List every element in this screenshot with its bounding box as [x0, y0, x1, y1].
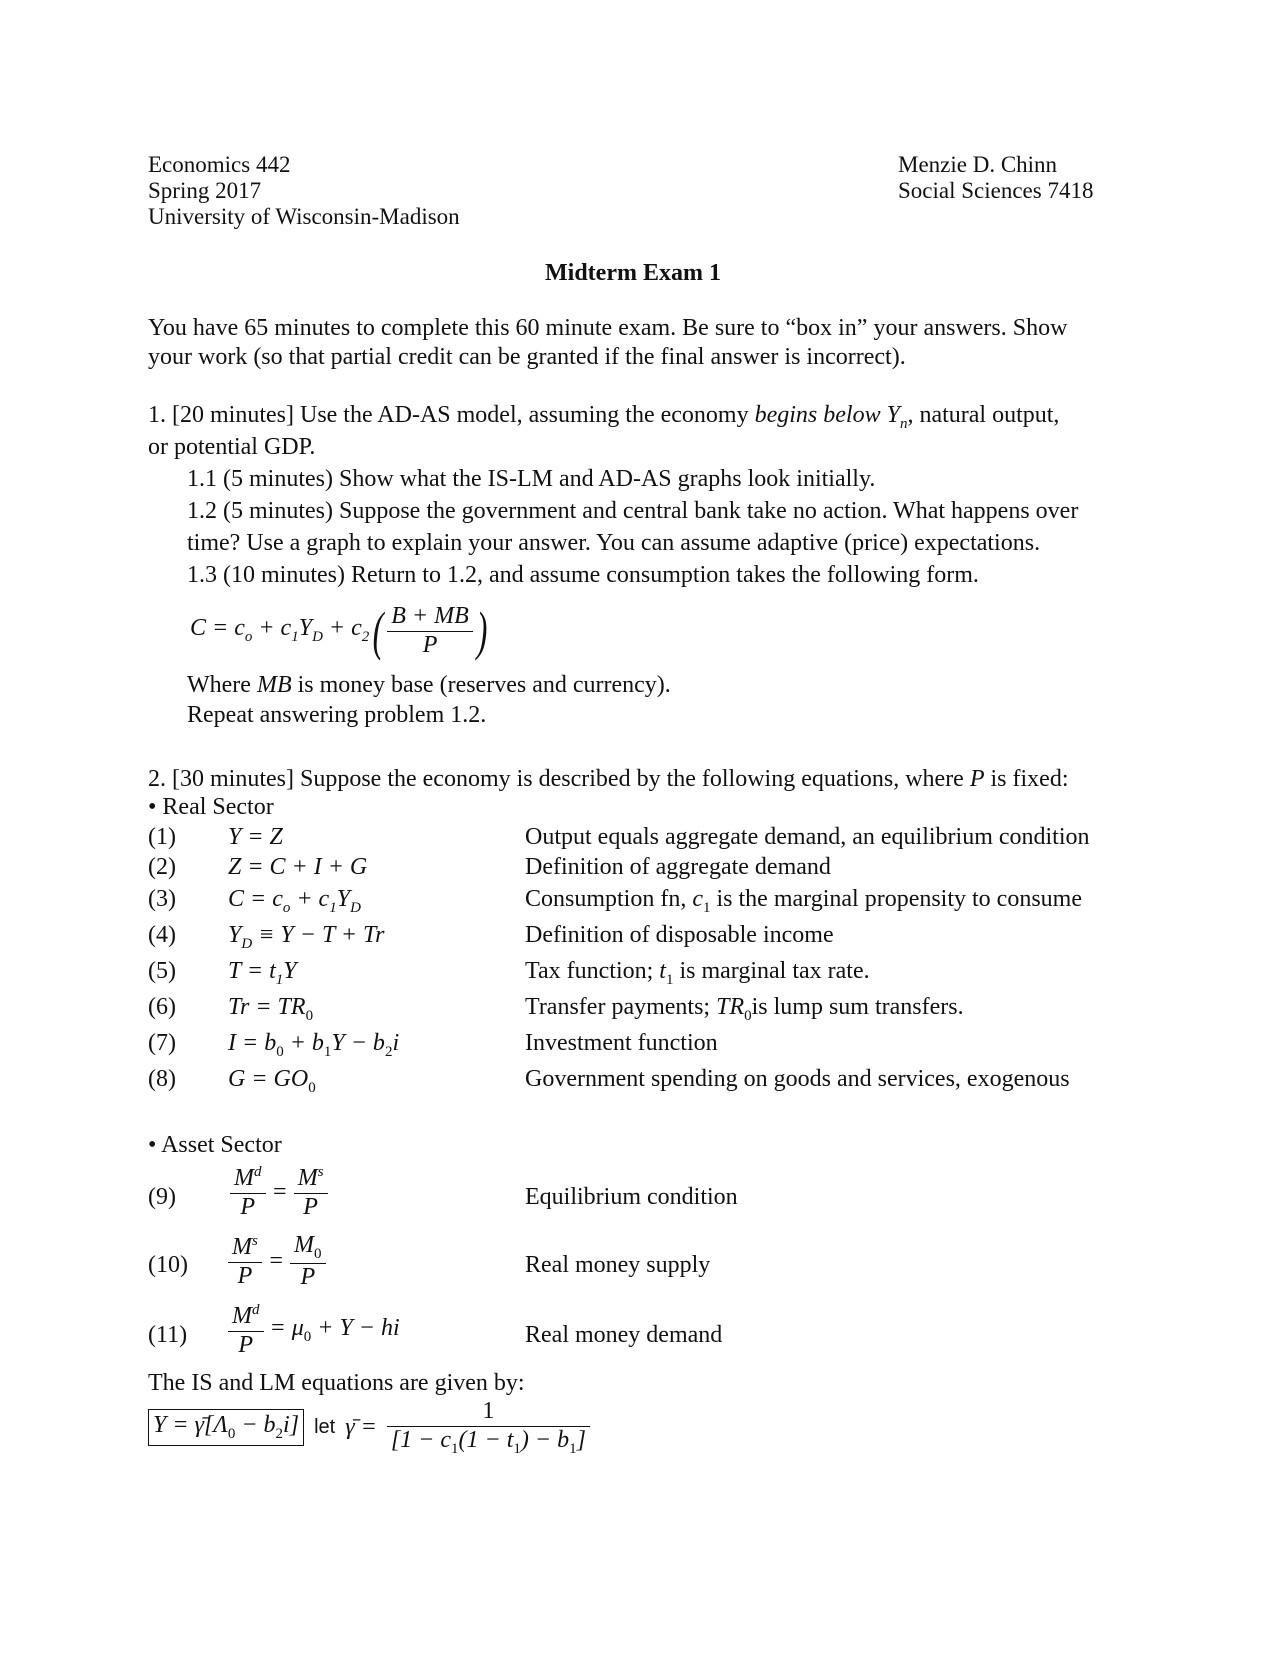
eq-desc-3a: Consumption fn, — [525, 886, 693, 912]
eq-number-8: (8) — [148, 1066, 176, 1092]
q1-line-1 — [148, 402, 1059, 433]
q1-line-2: or potential GDP. — [148, 434, 316, 460]
is-equation-boxed: $Y = \gammā[\Lambda_0 - b_2i]$ — [148, 1409, 304, 1446]
eq-number-5: (5) — [148, 958, 176, 984]
q2-intro-b: is fixed: — [984, 766, 1069, 792]
eq-desc-7: Investment function — [525, 1030, 718, 1056]
islm-intro: The IS and LM equations are given by: — [148, 1370, 525, 1396]
university: University of Wisconsin-Madison — [148, 204, 460, 229]
eq-number-11: (11) — [148, 1322, 188, 1348]
eq-desc-2: Definition of aggregate demand — [525, 854, 831, 880]
equation-5: $T = t_1Y$ — [228, 958, 297, 988]
q2-intro-a: 2. [30 minutes] Suppose the economy is described by the following equations, where — [148, 766, 970, 792]
term: Spring 2017 — [148, 178, 262, 203]
q1-text-a: 1. [20 minutes] Use the AD-AS model, assuming the economy — [148, 402, 755, 428]
equation-9: $\frac{M^d}{P}$ = $\frac{M^s}{P}$ — [230, 1164, 328, 1221]
q1-text-b: , natural output, — [907, 402, 1060, 428]
equation-7: $I = b_0 + b_1Y - b_2i$ — [228, 1030, 400, 1060]
eq-desc-8: Government spending on goods and services, exogenous — [525, 1066, 1070, 1092]
where-b: is money base (reserves and currency). — [291, 672, 671, 698]
course-name: Economics 442 — [148, 152, 291, 177]
eq-desc-6b: is lump sum transfers. — [751, 994, 964, 1020]
eq-desc-11: Real money demand — [525, 1322, 723, 1348]
eq-desc-3b: is the marginal propensity to consume — [710, 886, 1082, 912]
q1-emphasis-sub: n — [899, 415, 908, 432]
equation-6: $Tr = TR_0$ — [228, 994, 314, 1024]
page-title: Midterm Exam 1 — [545, 260, 721, 286]
eq-number-9: (9) — [148, 1184, 176, 1210]
equation-8: $G = GO_0$ — [228, 1066, 316, 1096]
office: Social Sciences 7418 — [898, 178, 1094, 203]
eq-desc-6a: Transfer payments; — [525, 994, 717, 1020]
eq-desc-5b: is marginal tax rate. — [673, 958, 870, 984]
eq-desc-9: Equilibrium condition — [525, 1184, 738, 1210]
eq-desc-3: Consumption fn, $c_1$ is the marginal propensity to consume — [525, 886, 1082, 916]
equation-2: Z = C + I + G — [228, 854, 368, 880]
is-equation-row: $Y = \gammā[\Lambda_0 - b_2i]$ let γ̄ = $\frac{1}{[1 - c_1(1 - t_1) - b_1]}$ — [148, 1398, 590, 1458]
eq-number-10: (10) — [148, 1252, 188, 1278]
eq-number-4: (4) — [148, 922, 176, 948]
eq-number-6: (6) — [148, 994, 176, 1020]
q1-part-3: 1.3 (10 minutes) Return to 1.2, and assume consumption takes the following form. — [187, 562, 979, 588]
q1-part-2a: 1.2 (5 minutes) Suppose the government and central bank take no action. What happens over — [187, 498, 1079, 524]
real-sector-heading: • Real Sector — [148, 794, 274, 820]
where-a: Where — [187, 672, 257, 698]
equation-4: $Y_D \equiv Y - T + Tr$ — [228, 922, 385, 952]
where-mb: MB — [256, 672, 292, 698]
eq-desc-5a: Tax function; — [525, 958, 660, 984]
equation-10: $\frac{M^s}{P}$ = $\frac{M_0}{P}$ — [228, 1232, 326, 1292]
eq-number-2: (2) — [148, 854, 176, 880]
consumption-equation: $C = c_o + c_1Y_D + c_2$ ( $\frac{B + MB}{P}$ ) — [190, 600, 488, 661]
q2-intro-p: P — [969, 766, 985, 792]
eq-desc-4: Definition of disposable income — [525, 922, 834, 948]
eq-desc-10: Real money supply — [525, 1252, 711, 1278]
repeat-line: Repeat answering problem 1.2. — [187, 702, 487, 728]
intro-line-1: You have 65 minutes to complete this 60 minute exam. Be sure to “box in” your answers. Show — [148, 315, 1068, 341]
q1-emphasis: begins below Y — [754, 402, 900, 428]
eq-number-1: (1) — [148, 824, 176, 850]
intro-line-2: your work (so that partial credit can be granted if the final answer is incorrect). — [148, 344, 906, 370]
eq-desc-6: Transfer payments; $TR_0is$ lump sum transfers. — [525, 994, 964, 1024]
q1-part-1: 1.1 (5 minutes) Show what the IS-LM and AD-AS graphs look initially. — [187, 466, 876, 492]
gamma-fraction: $\frac{1}{[1 - c_1(1 - t_1) - b_1]}$ — [387, 1398, 590, 1458]
instructor: Menzie D. Chinn — [898, 152, 1058, 177]
eq-desc-1: Output equals aggregate demand, an equilibrium condition — [525, 824, 1090, 850]
q1-part-2b: time? Use a graph to explain your answer. You can assume adaptive (price) expectations. — [187, 530, 1041, 556]
q2-intro — [148, 766, 1069, 794]
where-line — [187, 672, 671, 700]
equation-3: $C = c_o + c_1Y_D$ — [228, 886, 361, 916]
eq-number-7: (7) — [148, 1030, 176, 1056]
equation-1: Y = Z — [228, 824, 283, 850]
let-label: let — [314, 1416, 336, 1439]
eq-desc-5: Tax function; $t_1$ is marginal tax rate. — [525, 958, 870, 988]
asset-sector-heading: • Asset Sector — [148, 1132, 282, 1158]
eq-number-3: (3) — [148, 886, 176, 912]
equation-11: $\frac{M^d}{P}$ = $\mu_0 + Y$ − hi — [228, 1302, 400, 1359]
